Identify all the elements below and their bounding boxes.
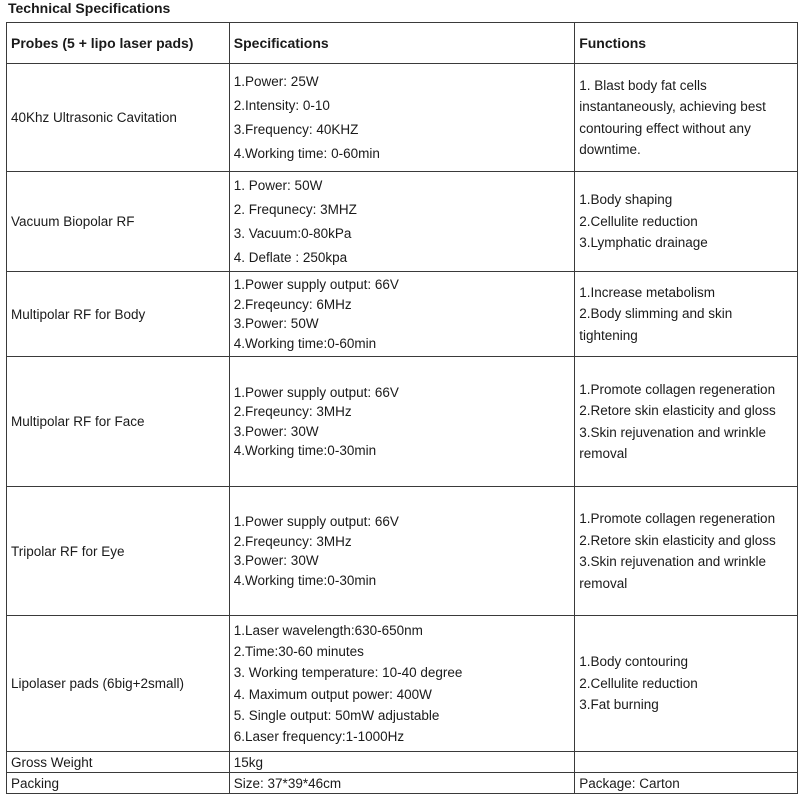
spec-item: 2.Time:30-60 minutes — [233, 643, 364, 659]
gross-weight-empty — [575, 752, 798, 773]
function-item: 1.Body shaping — [579, 192, 673, 208]
spec-item: 3.Power: 30W — [233, 553, 319, 568]
header-specifications: Specifications — [229, 23, 574, 64]
spec-table — [6, 22, 798, 794]
function-item: 2.Body slimming and skin tightening — [579, 306, 733, 343]
spec-item: 4.Working time:0-60min — [233, 335, 377, 351]
spec-item: 1.Power: 25W — [233, 73, 319, 89]
function-list — [575, 357, 798, 487]
header-functions: Functions — [575, 23, 798, 64]
gross-weight-label: Gross Weight — [7, 752, 230, 773]
function-list — [575, 487, 798, 616]
spec-item: 2.Freqeuncy: 3MHz — [233, 404, 352, 419]
probe-name: 40Khz Ultrasonic Cavitation — [7, 64, 230, 172]
spec-list — [229, 616, 574, 752]
spec-list — [229, 172, 574, 272]
function-list — [575, 616, 798, 752]
spec-item: 1.Power supply output: 66V — [233, 384, 399, 400]
spec-item: 4. Maximum output power: 400W — [233, 686, 432, 702]
spec-item: 4. Deflate : 250kpa — [233, 249, 348, 265]
spec-item: 3.Frequency: 40KHZ — [233, 121, 359, 137]
packing-package: Package: Carton — [575, 773, 798, 794]
table-row — [7, 616, 798, 752]
spec-item: 3.Power: 50W — [233, 316, 319, 331]
function-item: 1.Promote collagen regeneration — [579, 381, 776, 397]
packing-label: Packing — [7, 773, 230, 794]
spec-item: 3. Working temperature: 10-40 degree — [233, 665, 463, 681]
function-item: 3.Skin rejuvenation and wrinkle removal — [579, 554, 767, 591]
table-row — [7, 272, 798, 357]
probe-name: Tripolar RF for Eye — [7, 487, 230, 616]
table-row — [7, 64, 798, 172]
function-item: 1.Increase metabolism — [579, 284, 716, 300]
probe-name: Lipolaser pads (6big+2small) — [7, 616, 230, 752]
spec-item: 6.Laser frequency:1-1000Hz — [233, 729, 405, 745]
spec-item: 2.Freqeuncy: 6MHz — [233, 296, 352, 312]
spec-item: 4.Working time: 0-60min — [233, 145, 380, 161]
packing-size: Size: 37*39*46cm — [229, 773, 574, 794]
spec-item: 2.Freqeuncy: 3MHz — [233, 533, 352, 549]
gross-weight-row — [7, 752, 798, 773]
spec-item: 3. Vacuum:0-80kPa — [233, 225, 352, 241]
function-item: 2.Retore skin elasticity and gloss — [579, 403, 776, 418]
table-row — [7, 357, 798, 487]
spec-item: 1.Power supply output: 66V — [233, 514, 399, 529]
spec-item: 1.Laser wavelength:630-650nm — [233, 622, 423, 638]
function-item: 1. Blast body fat cells instantaneously, achieving best contouring effect without any downtime. — [579, 77, 766, 157]
spec-item: 1.Power supply output: 66V — [233, 277, 399, 292]
function-item: 2.Retore skin elasticity and gloss — [579, 532, 776, 548]
spec-list — [229, 357, 574, 487]
function-list — [575, 172, 798, 272]
spec-item: 4.Working time:0-30min — [233, 572, 377, 588]
spec-list — [229, 487, 574, 616]
function-item: 1.Promote collagen regeneration — [579, 511, 776, 526]
function-item: 2.Cellulite reduction — [579, 213, 698, 229]
function-list — [575, 272, 798, 357]
spec-item: 3.Power: 30W — [233, 423, 319, 439]
spec-item: 1. Power: 50W — [233, 177, 323, 193]
table-row — [7, 487, 798, 616]
header-probes: Probes (5 + lipo laser pads) — [7, 23, 230, 64]
probe-name: Multipolar RF for Face — [7, 357, 230, 487]
probe-name: Vacuum Biopolar RF — [7, 172, 230, 272]
spec-item: 2. Frequnecy: 3MHZ — [233, 201, 357, 217]
packing-row — [7, 773, 798, 794]
table-header-row — [7, 23, 798, 64]
spec-item: 2.Intensity: 0-10 — [233, 97, 330, 113]
spec-list — [229, 64, 574, 172]
spec-list — [229, 272, 574, 357]
gross-weight-value: 15kg — [229, 752, 574, 773]
function-item: 3.Fat burning — [579, 697, 659, 713]
page-title: Technical Specifications — [8, 0, 171, 16]
spec-item: 4.Working time:0-30min — [233, 443, 377, 458]
function-item: 3.Skin rejuvenation and wrinkle removal — [579, 424, 767, 461]
function-list — [575, 64, 798, 172]
spec-item: 5. Single output: 50mW adjustable — [233, 707, 440, 723]
function-item: 3.Lymphatic drainage — [579, 235, 708, 251]
table-row — [7, 172, 798, 272]
probe-name: Multipolar RF for Body — [7, 272, 230, 357]
function-item: 2.Cellulite reduction — [579, 675, 698, 691]
function-item: 1.Body contouring — [579, 654, 689, 670]
